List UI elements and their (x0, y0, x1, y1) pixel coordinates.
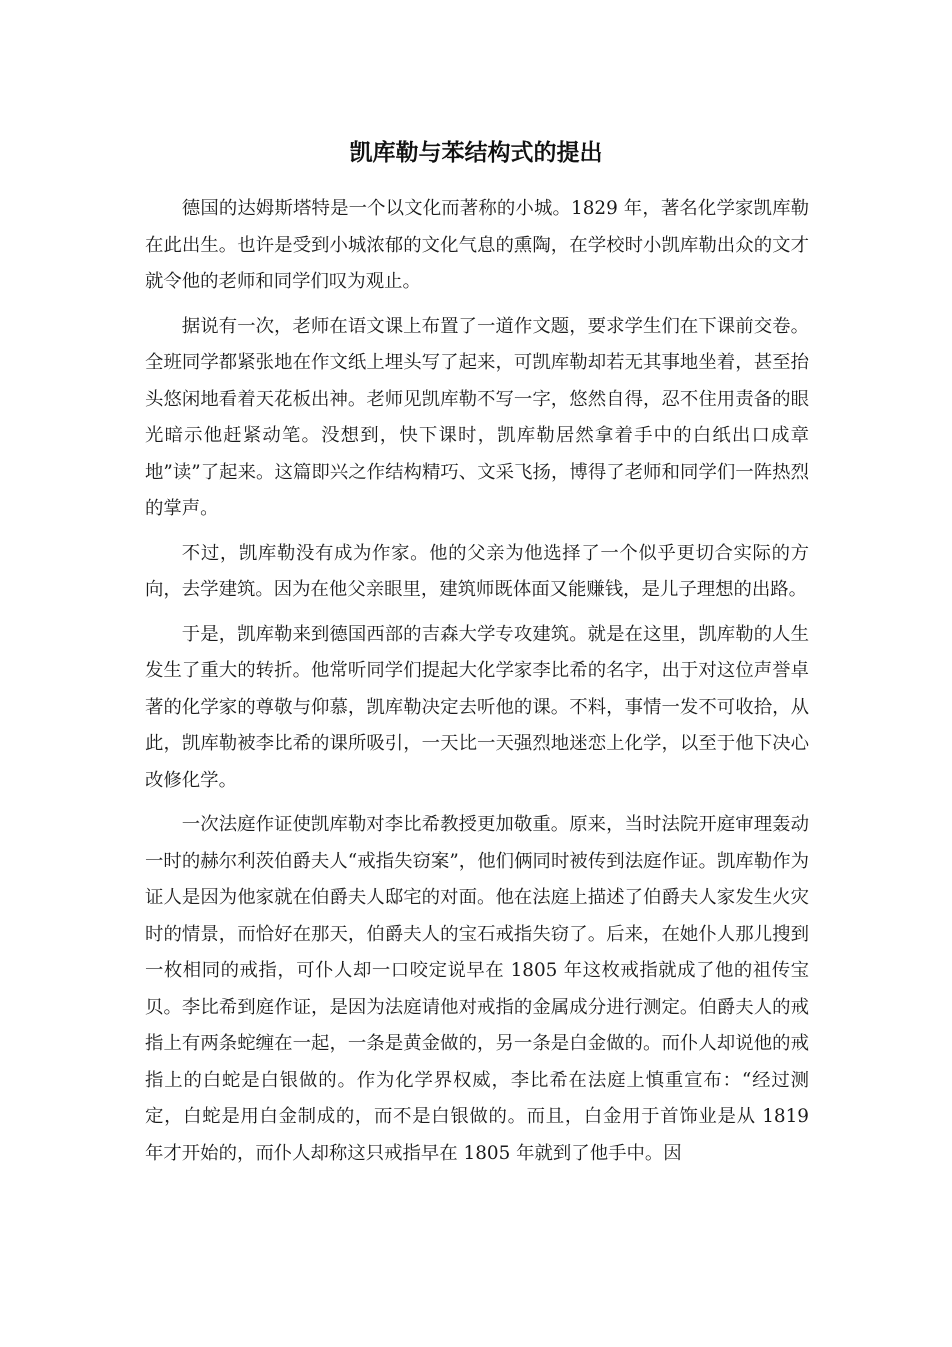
paragraph-5: 一次法庭作证使凯库勒对李比希教授更加敬重。原来，当时法院开庭审理轰动一时的赫尔利茨伯爵夫人“戒指失窃案”，他们俩同时被传到法庭作证。凯库勒作为证人是因为他家就在伯爵夫人邸宅的对面。他在法庭上描述了伯爵夫人家发生火灾时的情景，而恰好在那天，伯爵夫人的宝石戒指失窃了。后来，在她仆人那儿搜到一枚相同的戒指，可仆人却一口咬定说早在 1805 年这枚戒指就成了他的祖传宝贝。李比希到庭作证，是因为法庭请他对戒指的金属成分进行测定。伯爵夫人的戒指上有两条蛇缠在一起，一条是黄金做的，另一条是白金做的。而仆人却说他的戒指上的白蛇是白银做的。作为化学界权威，李比希在法庭上慎重宣布：“经过测定，白蛇是用白金制成的，而不是白银做的。而且，白金用于首饰业是从 1819 年才开始的，而仆人却称这只戒指早在 1805 年就到了他手中。因 (145, 814, 809, 1164)
document-body (145, 191, 809, 1180)
paragraph-4: 于是，凯库勒来到德国西部的吉森大学专攻建筑。就是在这里，凯库勒的人生发生了重大的转折。他常听同学们提起大化学家李比希的名字，出于对这位声誉卓著的化学家的尊敬与仰慕，凯库勒决定去听他的课。不料，事情一发不可收拾，从此，凯库勒被李比希的课所吸引，一天比一天强烈地迷恋上化学，以至于他下决心改修化学。 (145, 623, 809, 791)
paragraph-3: 不过，凯库勒没有成为作家。他的父亲为他选择了一个似乎更切合实际的方向，去学建筑。因为在他父亲眼里，建筑师既体面又能赚钱，是儿子理想的出路。 (145, 542, 809, 600)
document-title: 凯库勒与苯结构式的提出 (349, 140, 603, 166)
paragraph-1: 德国的达姆斯塔特是一个以文化而著称的小城。1829 年，著名化学家凯库勒在此出生。也许是受到小城浓郁的文化气息的熏陶，在学校时小凯库勒出众的文才就令他的老师和同学们叹为观止。 (145, 198, 809, 292)
paragraph-2: 据说有一次，老师在语文课上布置了一道作文题，要求学生们在下课前交卷。全班同学都紧张地在作文纸上埋头写了起来，可凯库勒却若无其事地坐着，甚至抬头悠闲地看着天花板出神。老师见凯库勒不写一字，悠然自得，忍不住用责备的眼光暗示他赶紧动笔。没想到，快下课时，凯库勒居然拿着手中的白纸出口成章地”读”了起来。这篇即兴之作结构精巧、文采飞扬，博得了老师和同学们一阵热烈的掌声。 (145, 315, 809, 519)
